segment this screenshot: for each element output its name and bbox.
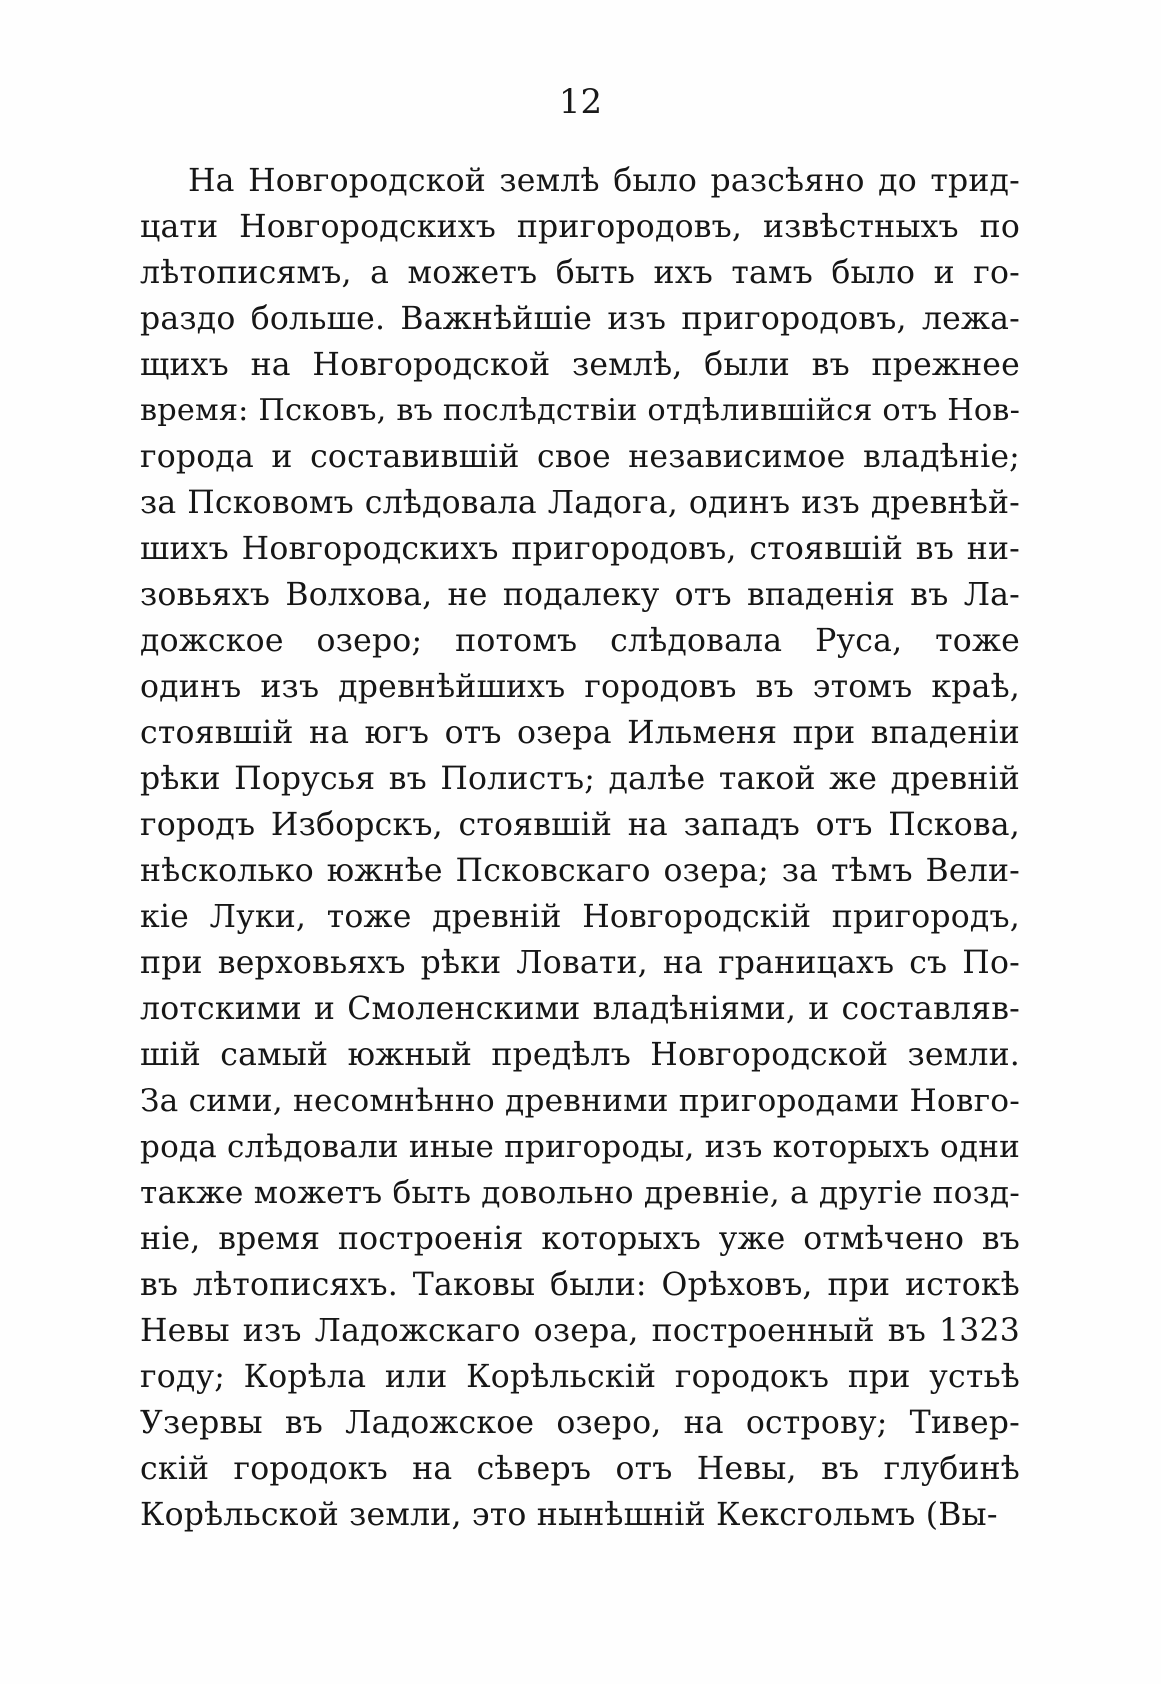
text-line: ніе, время построенія которыхъ уже отмѣчено въ xyxy=(140,1221,1020,1257)
text-line: лѣтописямъ, а можетъ быть ихъ тамъ было и го- xyxy=(140,255,1020,291)
text-line: году; Корѣла или Корѣльскій городокъ при устьѣ xyxy=(140,1359,1020,1395)
text-line: рѣки Порусья въ Полистъ; далѣе такой же древній xyxy=(140,761,1020,797)
text-line: Невы изъ Ладожскаго озера, построенный въ 1323 xyxy=(140,1313,1020,1349)
text-line: Узервы въ Ладожское озеро, на острову; Тивер- xyxy=(140,1405,1020,1441)
text-line: нѣсколько южнѣе Псковскаго озера; за тѣмъ Вели- xyxy=(140,853,1020,889)
text-line: дожское озеро; потомъ слѣдовала Руса, тоже xyxy=(140,623,1020,659)
text-line: въ лѣтописяхъ. Таковы были: Орѣховъ, при истокѣ xyxy=(140,1267,1020,1303)
text-line: кіе Луки, тоже древній Новгородскій пригородъ, xyxy=(140,899,1020,935)
text-line: щихъ на Новгородской землѣ, были въ прежнее xyxy=(140,347,1020,383)
text-line: Корѣльской земли, это нынѣшній Кексгольмъ (Вы- xyxy=(140,1497,998,1533)
text-line: шихъ Новгородскихъ пригородовъ, стоявшій въ ни- xyxy=(140,531,1020,567)
text-line: при верховьяхъ рѣки Ловати, на границахъ съ По- xyxy=(140,945,1020,981)
text-line: время: Псковъ, въ послѣдствіи отдѣлившійся отъ Нов- xyxy=(140,393,1021,428)
page-number: 12 xyxy=(558,82,603,122)
text-line: рода слѣдовали иные пригороды, изъ которыхъ одни xyxy=(140,1129,1020,1165)
text-line: одинъ изъ древнѣйшихъ городовъ въ этомъ краѣ, xyxy=(140,669,1020,705)
body-text xyxy=(140,158,1020,1538)
text-line: городъ Изборскъ, стоявшій на западъ отъ Пскова, xyxy=(140,807,1020,843)
text-line: На Новгородской землѣ было разсѣяно до трид- xyxy=(188,163,1020,199)
text-line: За сими, несомнѣнно древними пригородами Новго- xyxy=(140,1083,1020,1119)
text-line: шій самый южный предѣлъ Новгородской земли. xyxy=(140,1037,1020,1073)
text-line: скій городокъ на сѣверъ отъ Невы, въ глубинѣ xyxy=(140,1451,1020,1487)
text-line: зовьяхъ Волхова, не подалеку отъ впаденія въ Ла- xyxy=(140,577,1020,613)
text-line: города и составившій свое независимое владѣніе; xyxy=(140,439,1020,475)
text-line: цати Новгородскихъ пригородовъ, извѣстныхъ по xyxy=(140,209,1020,245)
text-line: также можетъ быть довольно древніе, а другіе позд- xyxy=(140,1175,1021,1211)
text-line: лотскими и Смоленскими владѣніями, и составляв- xyxy=(140,991,1020,1027)
text-line: раздо больше. Важнѣйшіе изъ пригородовъ, лежа- xyxy=(140,301,1020,337)
text-line: за Псковомъ слѣдовала Ладога, одинъ изъ древнѣй- xyxy=(140,485,1020,521)
text-line: стоявшій на югъ отъ озера Ильменя при впаденіи xyxy=(140,715,1020,751)
